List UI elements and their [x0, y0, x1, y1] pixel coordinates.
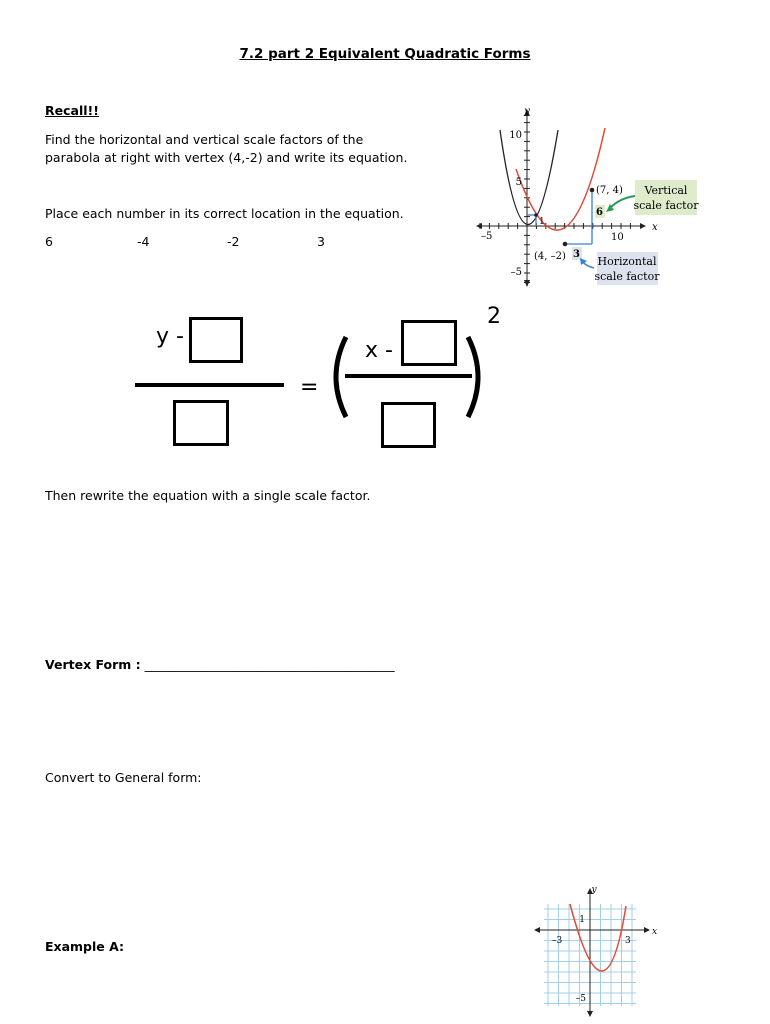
exponent: 2 — [487, 304, 501, 329]
y-tick-5: 5 — [515, 177, 522, 188]
y-tick-neg5: –5 — [575, 994, 586, 1004]
rewrite-instruction: Then rewrite the equation with a single scale factor. — [45, 488, 371, 503]
vertex-form-blank[interactable]: ________________________________________ — [144, 657, 395, 672]
vertical-factor-value: 6 — [596, 207, 603, 218]
right-parenthesis — [464, 334, 486, 420]
x-axis-label: x — [652, 927, 658, 937]
recall-heading: Recall!! — [45, 103, 99, 118]
x-tick-3: 3 — [625, 936, 631, 946]
vertex-form-label: Vertex Form : — [45, 657, 141, 672]
y-axis-label: y — [524, 106, 530, 117]
x-axis-label: x — [652, 222, 658, 233]
horizontal-callout-line2: scale factor — [594, 270, 660, 283]
y-tick-neg5: –5 — [510, 267, 522, 278]
x-tick-neg3: –3 — [552, 936, 563, 946]
page-title: 7.2 part 2 Equivalent Quadratic Forms — [239, 46, 531, 62]
equals-sign: = — [300, 375, 319, 400]
y-axis-label: y — [591, 885, 597, 895]
y-tick-10: 10 — [509, 130, 522, 141]
one-label: 1 — [539, 217, 545, 227]
point-7-4 — [590, 188, 595, 193]
number-choice-6: 6 — [45, 234, 53, 249]
number-choice-neg4: -4 — [137, 234, 150, 249]
vertex-point — [563, 242, 568, 247]
parabola-graph-figure — [470, 104, 700, 290]
horizontal-factor-value: 3 — [573, 249, 580, 260]
left-denominator-box[interactable] — [173, 400, 229, 446]
vertex-label: (4, –2) — [534, 251, 566, 262]
example-a-graph — [530, 884, 670, 1020]
recall-line-1: Find the horizontal and vertical scale factors of the — [45, 132, 364, 147]
number-choice-3: 3 — [317, 234, 325, 249]
recall-line-2: parabola at right with vertex (4,-2) and write its equation. — [45, 150, 408, 165]
left-numerator-prefix: y - — [156, 324, 184, 349]
left-numerator-box[interactable] — [189, 317, 243, 363]
example-a-label: Example A: — [45, 939, 125, 954]
x-tick-10: 10 — [611, 232, 624, 243]
point-label: (7, 4) — [596, 185, 623, 196]
x-tick-neg5: –5 — [481, 231, 493, 242]
vertical-callout-line1: Vertical — [644, 184, 688, 197]
right-numerator-prefix: x - — [365, 338, 393, 363]
vertex-form-line — [45, 656, 395, 674]
parent-parabola — [500, 130, 558, 225]
left-fraction-bar — [135, 383, 284, 387]
y-tick-1: 1 — [579, 915, 585, 925]
place-instruction: Place each number in its correct location in the equation. — [45, 206, 404, 221]
horizontal-callout-line1: Horizontal — [597, 255, 657, 268]
general-form-label: Convert to General form: — [45, 770, 202, 785]
right-denominator-box[interactable] — [381, 402, 436, 448]
number-choice-neg2: -2 — [227, 234, 240, 249]
right-numerator-box[interactable] — [401, 320, 457, 366]
right-fraction-bar — [345, 374, 472, 378]
vertical-callout-line2: scale factor — [633, 199, 699, 212]
